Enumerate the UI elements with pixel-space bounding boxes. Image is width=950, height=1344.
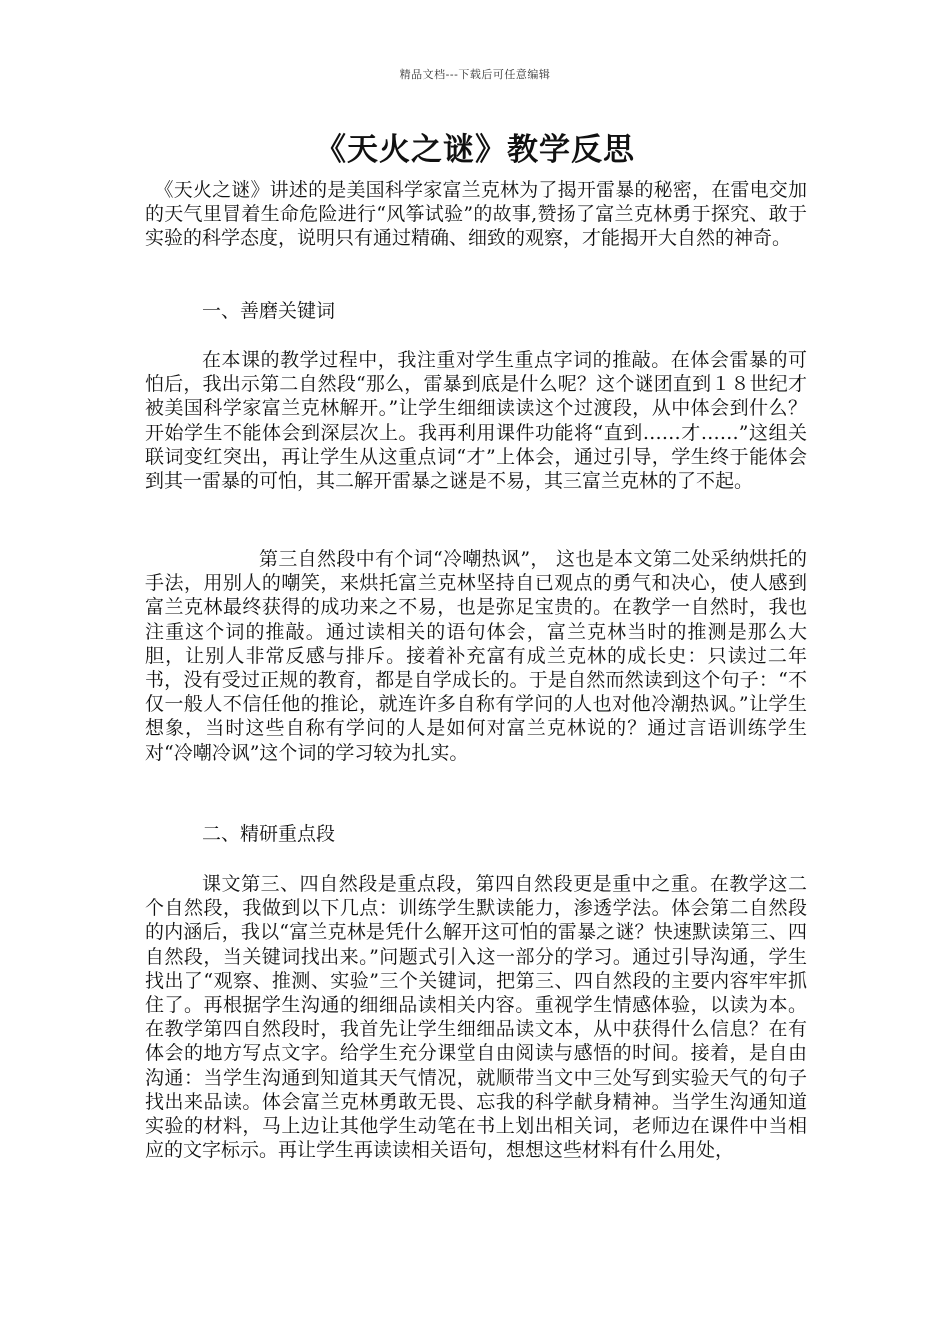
section1-paragraph-1: 在本课的教学过程中，我注重对学生重点字词的推敲。在体会雷暴的可怕后，我出示第二自然段“那么，雷暴到底是什么呢？这个谜团直到１８世纪才被美国科学家富兰克林解开。”让学生细细读读这个过渡段，从中体会到什么？开始学生不能体会到深层次上。我再利用课件功能将“直到……才……”这组关联词变红突出，再让学生从这重点词“才”上体会，通过引导，学生终于能体会到其一雷暴的可怕，其二解开雷暴之谜是不易，其三富兰克林的了不起。 xyxy=(145,349,807,493)
header-note: 精品文档---下载后可任意编辑 xyxy=(399,68,551,81)
section-heading-1: 一、善磨关键词 xyxy=(202,300,336,322)
document-title: 《天火之谜》教学反思 xyxy=(315,132,635,168)
intro-paragraph: 《天火之谜》讲述的是美国科学家富兰克林为了揭开雷暴的秘密，在雷电交加的天气里冒着生命危险进行“风筝试验”的故事,赞扬了富兰克林勇于探究、敢于实验的科学态度，说明只有通过精确、细致的观察，才能揭开大自然的神奇。 xyxy=(145,179,807,250)
section2-paragraph-1: 课文第三、四自然段是重点段，第四自然段更是重中之重。在教学这二个自然段，我做到以下几点：训练学生默读能力，渗透学法。体会第二自然段的内涵后，我以“富兰克林是凭什么解开这可怕的雷暴之谜？快速默读第三、四自然段，当关键词找出来。”问题式引入这一部分的学习。通过引导沟通，学生找出了“观察、推测、实验”三个关键词，把第三、四自然段的主要内容牢牢抓住了。再根据学生沟通的细细品读相关内容。重视学生情感体验，以读为本。在教学第四自然段时，我首先让学生细细品读文本，从中获得什么信息？在有体会的地方写点文字。给学生充分课堂自由阅读与感悟的时间。接着，是自由沟通：当学生沟通到知道其天气情况，就顺带当文中三处写到实验天气的句子找出来品读。体会富兰克林勇敢无畏、忘我的科学献身精神。当学生沟通知道实验的材料，马上边让其他学生动笔在书上划出相关词，老师边在课件中当相应的文字标示。再让学生再读读相关语句，想想这些材料有什么用处， xyxy=(145,873,807,1162)
section-heading-2: 二、精研重点段 xyxy=(202,823,336,845)
section1-paragraph-2: 第三自然段中有个词“冷嘲热讽”， 这也是本文第二处采纳烘托的手法，用别人的嘲笑，来烘托富兰克林坚持自已观点的勇气和决心，使人感到富兰克林最终获得的成功来之不易，也是弥足宝贵的。在教学一自然时，我也注重这个词的推敲。通过读相关的语句体会，富兰克林当时的推测是那么大胆，让别人非常反感与排斥。接着补充富有成兰克林的成长史：只读过二年书，没有受过正规的教育，都是自学成长的。于是自然而然读到这个句子：“不仅一般人不信任他的推论，就连许多自称有学问的人也对他冷潮热讽。”让学生想象，当时这些自称有学问的人是如何对富兰克林说的？通过言语训练学生对“冷嘲冷讽”这个词的学习较为扎实。 xyxy=(145,548,807,764)
